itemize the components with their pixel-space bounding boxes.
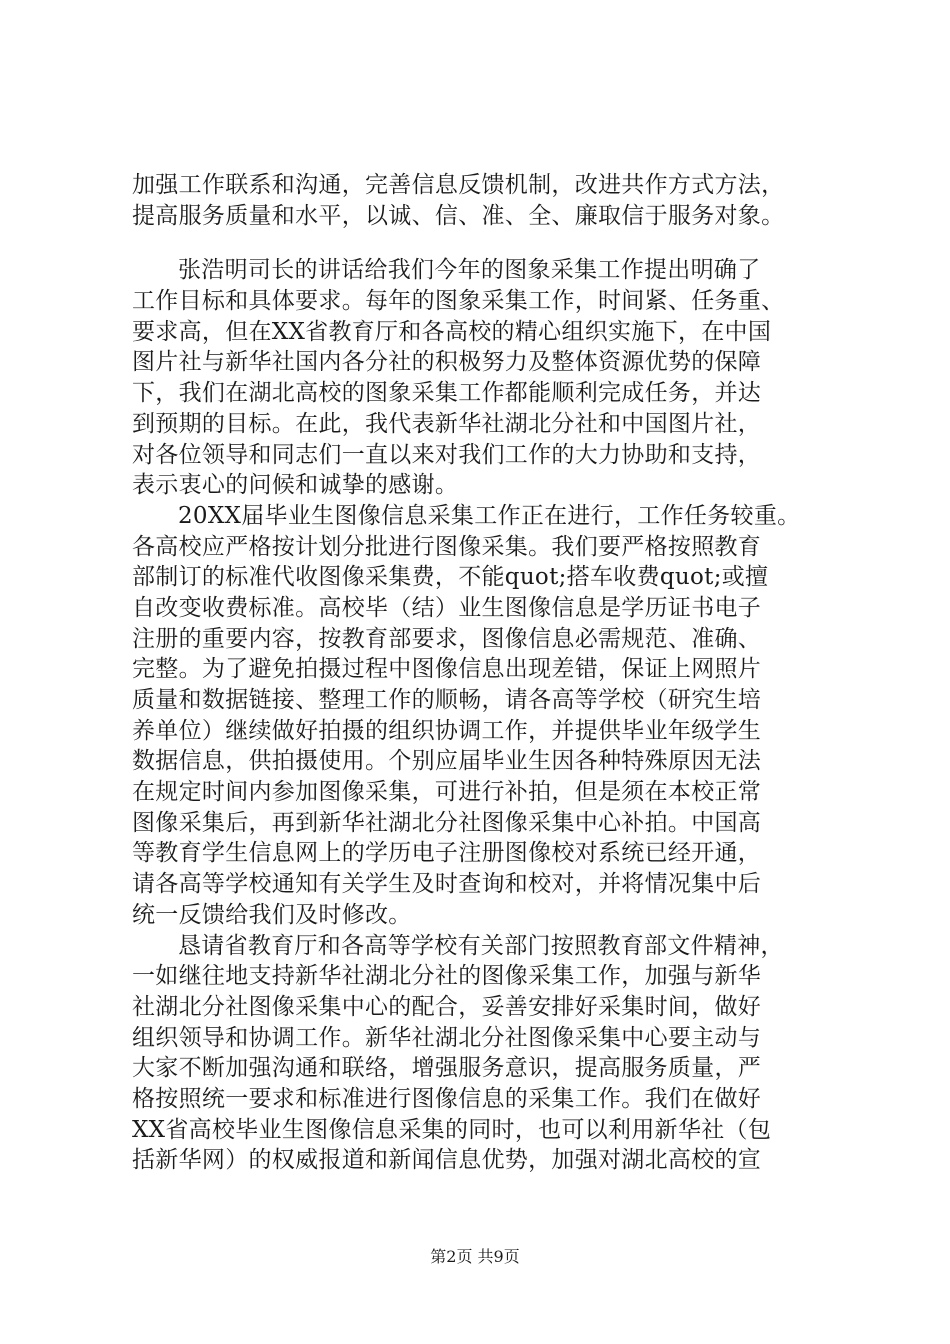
text-line: 组织领导和协调工作。新华社湖北分社图像采集中心要主动与 [132,1024,762,1051]
paragraph [132,255,832,501]
page-number: 第2页 共9页 [430,1247,520,1266]
text-line: 提高服务质量和水平，以诚、信、准、全、廉取信于服务对象。 [132,202,785,229]
text-line: 一如继往地支持新华社湖北分社的图像采集工作，加强与新华 [132,963,762,990]
text-line: 养单位）继续做好拍摄的组织协调工作，并提供毕业年级学生 [132,717,762,744]
text-line: 等教育学生信息网上的学历电子注册图像校对系统已经开通， [132,840,762,867]
text-line: 在规定时间内参加图像采集，可进行补拍，但是须在本校正常 [132,779,762,806]
text-line: 数据信息，供拍摄使用。个别应届毕业生因各种特殊原因无法 [132,748,762,775]
text-line: 工作目标和具体要求。每年的图象采集工作，时间紧、任务重、 [132,288,785,315]
text-line: 请各高等学校通知有关学生及时查询和校对，并将情况集中后 [132,871,762,898]
text-line: 图像采集后，再到新华社湖北分社图像采集中心补拍。中国高 [132,809,762,836]
paragraph [132,501,832,931]
text-line: 要求高，但在XX省教育厅和各高校的精心组织实施下，在中国 [132,318,772,345]
text-line: 下，我们在湖北高校的图象采集工作都能顺利完成任务，并达 [132,380,762,407]
text-line: 20XX届毕业生图像信息采集工作正在进行，工作任务较重。 [178,502,801,529]
text-line: 图片社与新华社国内各分社的积极努力及整体资源优势的保障 [132,349,762,376]
text-line: 到预期的目标。在此，我代表新华社湖北分社和中国图片社， [132,410,762,437]
text-line: 括新华网）的权威报道和新闻信息优势，加强对湖北高校的宣 [132,1147,762,1174]
paragraph [132,931,832,1177]
text-line: 社湖北分社图像采集中心的配合，妥善安排好采集时间，做好 [132,993,762,1020]
document-body [132,170,832,1176]
text-line: 表示衷心的问候和诚挚的感谢。 [132,472,459,499]
paragraph-gap [132,231,832,255]
text-line: 对各位领导和同志们一直以来对我们工作的大力协助和支持， [132,441,762,468]
text-line: 统一反馈给我们及时修改。 [132,901,412,928]
text-line: 加强工作联系和沟通，完善信息反馈机制，改进共作方式方法， [132,172,785,198]
text-line: 注册的重要内容，按教育部要求，图像信息必需规范、准确、 [132,625,762,652]
text-line: 大家不断加强沟通和联络，增强服务意识，提高服务质量，严 [132,1055,762,1082]
text-line: 自改变收费标准。高校毕（结）业生图像信息是学历证书电子 [132,594,762,621]
text-line: 格按照统一要求和标准进行图像信息的采集工作。我们在做好 [132,1085,762,1112]
text-line: 部制订的标准代收图像采集费，不能quot;搭车收费quot;或擅 [132,564,769,591]
text-line: XX省高校毕业生图像信息采集的同时，也可以利用新华社（包 [132,1116,772,1143]
text-line: 张浩明司长的讲话给我们今年的图象采集工作提出明确了 [178,257,761,284]
paragraph [132,170,832,231]
text-line: 完整。为了避免拍摄过程中图像信息出现差错，保证上网照片 [132,656,762,683]
text-line: 质量和数据链接、整理工作的顺畅，请各高等学校（研究生培 [132,687,762,713]
text-line: 恳请省教育厅和各高等学校有关部门按照教育部文件精神， [178,932,784,959]
text-line: 各高校应严格按计划分批进行图像采集。我们要严格按照教育 [132,533,762,560]
